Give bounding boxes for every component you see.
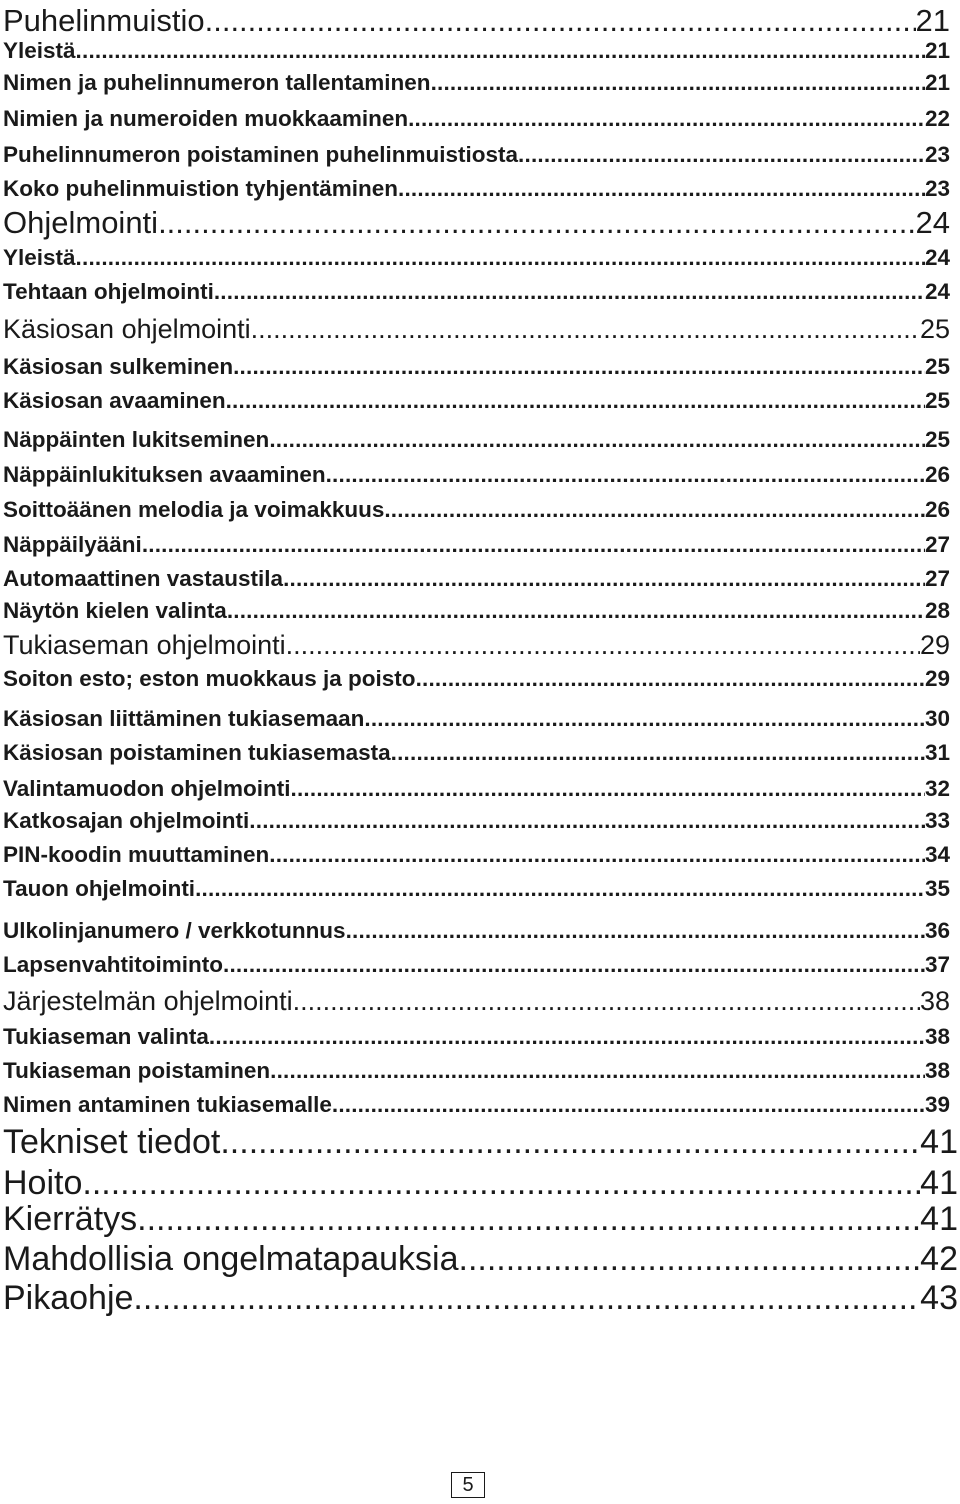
toc-dot-leader [209,1024,925,1050]
toc-entry-title: Ulkolinjanumero / verkkotunnus [3,918,346,943]
toc-entry[interactable] [3,106,950,132]
toc-entry-page: 36 [924,918,950,943]
toc-entry-page: 24 [915,205,950,240]
toc-entry-title: Automaattinen vastaustila [3,566,284,591]
toc-entry-title: Yleistä [3,38,76,63]
toc-entry-title: Tekniset tiedot [3,1123,221,1161]
toc-entry-title: Lapsenvahtitoiminto [3,952,224,977]
toc-entry-page: 26 [924,497,950,522]
toc-entry-title: Käsiosan poistaminen tukiasemasta [3,740,391,765]
page-number: 5 [451,1472,485,1498]
toc-entry-page: 27 [924,532,950,557]
toc-entry-title: Nimien ja numeroiden muokkaaminen [3,106,409,131]
toc-entry[interactable] [3,3,950,39]
toc-entry-page: 39 [924,1092,950,1117]
toc-entry[interactable] [3,1123,958,1162]
toc-entry-title: Käsiosan ohjelmointi [3,314,251,344]
toc-entry[interactable] [3,142,950,168]
toc-entry[interactable] [3,740,950,766]
toc-dot-leader [518,142,925,168]
toc-entry-title: Puhelinmuistio [3,3,205,38]
toc-entry-title: Valintamuodon ohjelmointi [3,776,291,801]
toc-entry[interactable] [3,388,950,414]
toc-entry[interactable] [3,314,950,345]
toc-entry[interactable] [3,952,950,978]
toc-entry-page: 22 [924,106,950,131]
toc-entry-title: Mahdollisia ongelmatapauksia [3,1240,459,1278]
toc-entry[interactable] [3,427,950,453]
toc-entry-title: Koko puhelinmuistion tyhjentäminen [3,176,399,201]
toc-entry[interactable] [3,1024,950,1050]
toc-dot-leader [286,630,920,661]
toc-entry[interactable] [3,1092,950,1118]
toc-entry-page: 38 [919,986,950,1016]
toc-dot-leader [398,176,925,202]
toc-entry-title: Käsiosan avaaminen [3,388,226,413]
toc-dot-leader [76,38,925,64]
toc-dot-leader [223,952,925,978]
toc-entry-title: Katkosajan ohjelmointi [3,808,250,833]
toc-dot-leader [431,70,925,96]
toc-dot-leader [293,986,920,1017]
toc-entry[interactable] [3,918,950,944]
toc-dot-leader [391,740,925,766]
toc-dot-leader [227,598,925,624]
toc-dot-leader [226,388,925,414]
toc-dot-leader [269,427,925,453]
toc-entry-title: Näppäilyääni [3,532,142,557]
toc-entry-page: 23 [924,176,950,201]
toc-entry[interactable] [3,598,950,624]
toc-entry-title: Näppäinlukituksen avaaminen [3,462,326,487]
toc-entry-page: 29 [924,666,950,691]
toc-dot-leader [459,1240,921,1279]
toc-entry-title: Käsiosan liittäminen tukiasemaan [3,706,365,731]
toc-entry[interactable] [3,70,950,96]
toc-entry-title: Pikaohje [3,1279,134,1317]
toc-entry[interactable] [3,842,950,868]
toc-entry[interactable] [3,354,950,380]
toc-entry-page: 33 [924,808,950,833]
toc-entry-title: Tukiaseman poistaminen [3,1058,271,1083]
toc-entry[interactable] [3,1240,958,1279]
toc-entry-title: Soiton esto; eston muokkaus ja poisto [3,666,416,691]
toc-entry-title: Käsiosan sulkeminen [3,354,234,379]
toc-dot-leader [291,776,925,802]
toc-dot-leader [214,279,925,305]
toc-entry-page: 21 [924,38,950,63]
toc-entry-title: Tukiaseman ohjelmointi [3,630,286,660]
toc-entry-page: 41 [920,1164,958,1202]
toc-entry-title: Ohjelmointi [3,205,159,240]
toc-entry-page: 34 [924,842,950,867]
toc-entry[interactable] [3,176,950,202]
toc-entry-page: 25 [919,314,950,344]
toc-dot-leader [205,3,916,39]
toc-dot-leader [384,497,925,523]
toc-entry-title: Yleistä [3,245,76,270]
toc-dot-leader [158,205,915,241]
toc-entry-page: 35 [924,876,950,901]
toc-dot-leader [364,706,925,732]
toc-dot-leader [346,918,925,944]
toc-entry[interactable] [3,532,950,558]
toc-entry-title: Soittoäänen melodia ja voimakkuus [3,497,385,522]
toc-entry-title: Tauon ohjelmointi [3,876,196,901]
toc-dot-leader [195,876,925,902]
toc-entry-page: 31 [924,740,950,765]
toc-dot-leader [269,842,925,868]
toc-entry-page: 24 [924,279,950,304]
toc-dot-leader [137,1200,920,1239]
toc-dot-leader [283,566,925,592]
toc-entry-page: 27 [924,566,950,591]
toc-dot-leader [326,462,925,488]
toc-dot-leader [332,1092,925,1118]
toc-entry[interactable] [3,1279,958,1318]
toc-entry-title: Näppäinten lukitseminen [3,427,270,452]
toc-dot-leader [408,106,925,132]
toc-entry-page: 21 [915,3,950,38]
toc-entry-page: 30 [924,706,950,731]
toc-entry-page: 29 [919,630,950,660]
toc-dot-leader [133,1279,920,1318]
toc-entry[interactable] [3,706,950,732]
toc-entry-page: 38 [924,1058,950,1083]
toc-entry-title: Tehtaan ohjelmointi [3,279,214,304]
toc-entry[interactable] [3,205,950,241]
toc-entry-title: Näytön kielen valinta [3,598,227,623]
toc-entry-page: 38 [924,1024,950,1049]
toc-entry-page: 21 [924,70,950,95]
toc-entry-page: 25 [924,354,950,379]
toc-entry-page: 26 [924,462,950,487]
toc-entry[interactable] [3,1058,950,1084]
toc-entry[interactable] [3,38,950,64]
toc-entry[interactable] [3,497,950,523]
toc-entry-page: 37 [924,952,950,977]
toc-entry-page: 41 [920,1200,958,1238]
toc-entry-page: 32 [924,776,950,801]
toc-entry-title: Nimen ja puhelinnumeron tallentaminen [3,70,431,95]
toc-entry-page: 42 [920,1240,958,1278]
toc-entry-title: Järjestelmän ohjelmointi [3,986,293,1016]
toc-entry-title: Kierrätys [3,1200,138,1238]
toc-dot-leader [220,1123,920,1162]
toc-entry-title: Puhelinnumeron poistaminen puhelinmuistiosta [3,142,519,167]
toc-entry[interactable] [3,462,950,488]
toc-dot-leader [270,1058,925,1084]
toc-dot-leader [76,245,925,271]
toc-dot-leader [249,808,925,834]
toc-entry-page: 43 [920,1279,958,1317]
toc-entry-page: 41 [920,1123,958,1161]
toc-entry-page: 24 [924,245,950,270]
toc-entry-title: PIN-koodin muuttaminen [3,842,270,867]
toc-entry[interactable] [3,566,950,592]
toc-dot-leader [82,1164,920,1203]
toc-entry[interactable] [3,279,950,305]
toc-entry[interactable] [3,1164,958,1203]
toc-entry[interactable] [3,630,950,661]
toc-entry-page: 25 [924,427,950,452]
toc-entry-page: 28 [924,598,950,623]
toc-dot-leader [251,314,920,345]
toc-entry-title: Nimen antaminen tukiasemalle [3,1092,332,1117]
toc-entry[interactable] [3,776,950,802]
toc-entry[interactable] [3,808,950,834]
toc-entry-page: 25 [924,388,950,413]
toc-entry[interactable] [3,986,950,1017]
toc-entry-title: Hoito [3,1164,83,1202]
toc-entry[interactable] [3,245,950,271]
toc-dot-leader [142,532,925,558]
toc-dot-leader [233,354,925,380]
toc-dot-leader [416,666,925,692]
toc-entry[interactable] [3,876,950,902]
toc-entry-page: 23 [924,142,950,167]
toc-entry[interactable] [3,666,950,692]
toc-entry[interactable] [3,1200,958,1239]
toc-entry-title: Tukiaseman valinta [3,1024,209,1049]
